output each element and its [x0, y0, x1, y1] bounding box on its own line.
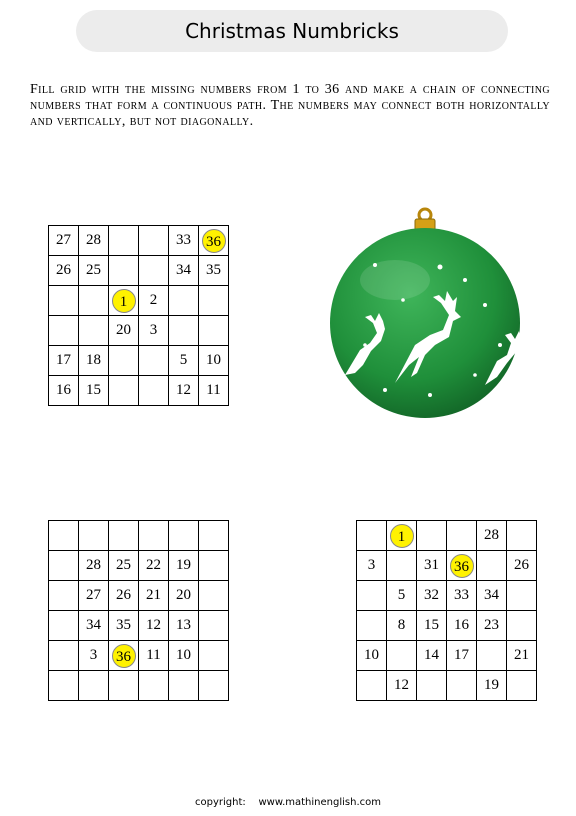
grid-cell: 13 [169, 611, 199, 641]
page-title: Christmas Numbricks [76, 10, 508, 52]
grid-cell [387, 521, 417, 551]
grid-cell: 8 [387, 611, 417, 641]
grid-cell [507, 671, 537, 701]
footer-copyright [0, 797, 576, 808]
grid-cell [199, 581, 229, 611]
grid-cell: 2 [139, 286, 169, 316]
grid-cell: 3 [139, 316, 169, 346]
grid-cell: 33 [447, 581, 477, 611]
grid-cell: 26 [49, 256, 79, 286]
grid-cell: 10 [169, 641, 199, 671]
grid-cell: 34 [79, 611, 109, 641]
grid-cell [169, 286, 199, 316]
grid-cell [169, 671, 199, 701]
grid-row [49, 286, 229, 316]
grid-cell [109, 256, 139, 286]
grid-cell [79, 671, 109, 701]
grid-cell: 25 [109, 551, 139, 581]
grid-cell [79, 286, 109, 316]
grid-cell: 16 [49, 376, 79, 406]
grid-row [49, 376, 229, 406]
grid-cell [507, 521, 537, 551]
grid-cell: 28 [477, 521, 507, 551]
grid-cell: 22 [139, 551, 169, 581]
grid-row [49, 581, 229, 611]
grid-cell: 20 [169, 581, 199, 611]
grid-cell: 21 [507, 641, 537, 671]
grid-cell [109, 376, 139, 406]
instructions-text: Fill grid with the missing numbers from 1 to 36 and make a chain of connecting numbers that form a continuous path. The numbers may connect both horizontally and vertically, but not diagonally. [30, 82, 550, 129]
copyright-label: copyright: [195, 797, 246, 808]
grid-cell [79, 316, 109, 346]
grid-cell [139, 256, 169, 286]
grid-cell: 3 [357, 551, 387, 581]
grid-row [49, 256, 229, 286]
grid-cell [169, 316, 199, 346]
numbrick-grid-3 [356, 520, 537, 701]
grid-cell [49, 581, 79, 611]
grid-cell [199, 611, 229, 641]
grid-cell: 21 [139, 581, 169, 611]
grid-cell [139, 376, 169, 406]
grid-cell: 10 [357, 641, 387, 671]
grid-cell: 11 [139, 641, 169, 671]
grid-cell [49, 671, 79, 701]
grid-cell: 20 [109, 316, 139, 346]
grid-cell [387, 641, 417, 671]
grid-cell [199, 551, 229, 581]
grid-cell: 25 [79, 256, 109, 286]
grid-row [49, 316, 229, 346]
grid-cell [49, 551, 79, 581]
grid-row [357, 611, 537, 641]
copyright-site: www.mathinenglish.com [258, 797, 381, 808]
grid-cell: 15 [417, 611, 447, 641]
grid-cell: 34 [169, 256, 199, 286]
grid-cell: 16 [447, 611, 477, 641]
grid-cell: 15 [79, 376, 109, 406]
grid-cell [199, 286, 229, 316]
grid-cell [109, 641, 139, 671]
grid-cell: 26 [507, 551, 537, 581]
grid-cell [507, 611, 537, 641]
highlighted-number: 36 [450, 554, 474, 578]
grid-cell: 5 [169, 346, 199, 376]
grid-cell: 12 [387, 671, 417, 701]
highlighted-number: 1 [390, 524, 414, 548]
highlighted-number: 1 [112, 289, 136, 313]
grid-cell: 35 [199, 256, 229, 286]
grid-cell [49, 611, 79, 641]
grid-cell [49, 316, 79, 346]
numbrick-grid-2 [48, 520, 229, 701]
grid-cell: 32 [417, 581, 447, 611]
grid-cell [357, 521, 387, 551]
grid-cell [357, 671, 387, 701]
grid-cell [139, 226, 169, 256]
grid-cell: 12 [139, 611, 169, 641]
grid-cell: 18 [79, 346, 109, 376]
grid-cell [507, 581, 537, 611]
grid-cell: 14 [417, 641, 447, 671]
grid-cell: 31 [417, 551, 447, 581]
grid-cell [139, 521, 169, 551]
grid-cell [49, 641, 79, 671]
grid-cell [387, 551, 417, 581]
grid-cell [199, 521, 229, 551]
grid-cell: 5 [387, 581, 417, 611]
grid-row [357, 641, 537, 671]
highlighted-number: 36 [202, 229, 226, 253]
grid-row [357, 671, 537, 701]
grid-cell [49, 286, 79, 316]
grid-cell: 28 [79, 551, 109, 581]
grid-cell: 34 [477, 581, 507, 611]
grid-cell [199, 316, 229, 346]
grid-cell [417, 521, 447, 551]
grid-row [357, 521, 537, 551]
grid-cell [109, 671, 139, 701]
grid-cell [417, 671, 447, 701]
grid-cell: 17 [49, 346, 79, 376]
grid-cell [477, 641, 507, 671]
grid-cell: 19 [477, 671, 507, 701]
grid-cell: 11 [199, 376, 229, 406]
numbrick-grid-1 [48, 225, 229, 406]
grid-cell [199, 641, 229, 671]
grid-cell: 12 [169, 376, 199, 406]
grid-row [49, 671, 229, 701]
grid-cell [49, 521, 79, 551]
grid-row [49, 551, 229, 581]
grid-cell [79, 521, 109, 551]
grid-cell [447, 521, 477, 551]
grid-cell: 10 [199, 346, 229, 376]
grid-cell [109, 346, 139, 376]
grid-cell [477, 551, 507, 581]
grid-cell [357, 581, 387, 611]
grid-cell [447, 671, 477, 701]
grid-cell [357, 611, 387, 641]
grid-cell: 3 [79, 641, 109, 671]
grid-row [49, 611, 229, 641]
christmas-ornament-icon [325, 205, 525, 430]
highlighted-number: 36 [112, 644, 136, 668]
grid-cell [199, 226, 229, 256]
grid-cell [169, 521, 199, 551]
grid-cell: 35 [109, 611, 139, 641]
grid-cell [109, 521, 139, 551]
grid-row [49, 641, 229, 671]
grid-cell: 27 [49, 226, 79, 256]
grid-cell [199, 671, 229, 701]
grid-cell [447, 551, 477, 581]
grid-cell: 33 [169, 226, 199, 256]
grid-cell: 26 [109, 581, 139, 611]
grid-row [49, 226, 229, 256]
grid-row [49, 521, 229, 551]
grid-row [357, 551, 537, 581]
grid-cell [109, 286, 139, 316]
grid-cell: 27 [79, 581, 109, 611]
grid-cell: 19 [169, 551, 199, 581]
grid-cell [109, 226, 139, 256]
grid-cell [139, 671, 169, 701]
grid-row [49, 346, 229, 376]
grid-cell: 17 [447, 641, 477, 671]
grid-cell: 28 [79, 226, 109, 256]
grid-row [357, 581, 537, 611]
grid-cell [139, 346, 169, 376]
grid-cell: 23 [477, 611, 507, 641]
